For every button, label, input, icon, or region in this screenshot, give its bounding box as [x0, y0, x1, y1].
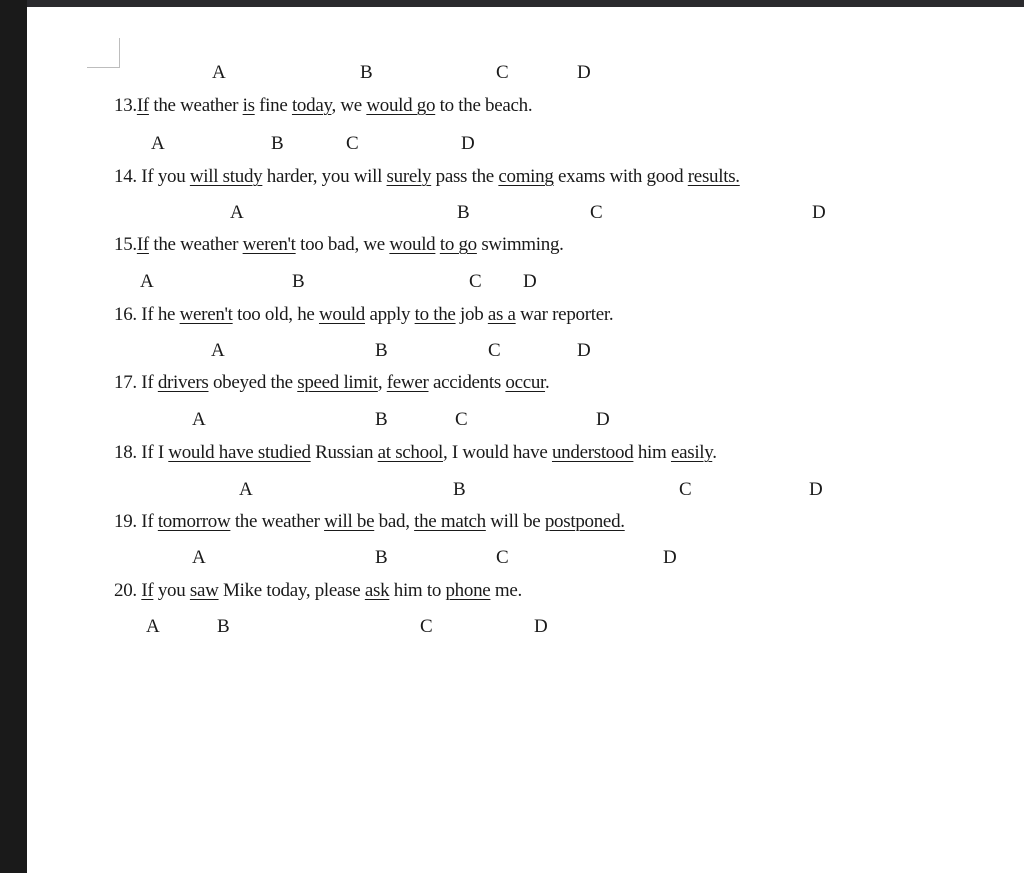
question-19-letter-a: A — [192, 547, 206, 568]
sentence-text: If — [136, 511, 158, 532]
sentence-text: the weather — [148, 234, 243, 255]
question-16-letter-b: B — [375, 340, 388, 361]
underlined-option: would have studied — [168, 442, 311, 463]
question-15-letter-c: C — [469, 271, 482, 292]
question-18-letter-b: B — [453, 479, 466, 500]
question-14-letter-b: B — [457, 202, 470, 223]
question-15-letter-a: A — [140, 271, 154, 292]
underlined-option: If — [136, 95, 149, 116]
question-14-letter-a: A — [230, 202, 244, 223]
sentence-text: exams with good — [553, 166, 688, 187]
question-14-letter-d: D — [812, 202, 826, 223]
top-letter-a: A — [212, 62, 226, 83]
sentence-text: war reporter. — [515, 304, 614, 325]
underlined-option: would — [318, 304, 365, 325]
underlined-option: will study — [189, 166, 263, 187]
underlined-option: speed limit — [297, 372, 378, 393]
sentence-text: swimming. — [476, 234, 564, 255]
sentence-text: fine — [254, 95, 292, 116]
question-number: 18. — [114, 442, 137, 463]
question-13-sentence — [114, 95, 532, 117]
question-13-letter-c: C — [346, 133, 359, 154]
top-letter-b: B — [360, 62, 373, 83]
underlined-option: the match — [414, 511, 486, 532]
sentence-text: too old, he — [232, 304, 319, 325]
question-18-letter-d: D — [809, 479, 823, 500]
sentence-text: to the beach. — [435, 95, 533, 116]
underlined-option: fewer — [386, 372, 429, 393]
question-19-letter-c: C — [496, 547, 509, 568]
underlined-option: If — [136, 234, 149, 255]
question-17-letter-a: A — [192, 409, 206, 430]
sentence-text: bad, — [374, 511, 415, 532]
sentence-text: If — [136, 372, 158, 393]
underlined-option: weren't — [179, 304, 233, 325]
question-number: 17. — [114, 372, 137, 393]
window-top-bar — [0, 0, 1024, 7]
sentence-text: him — [633, 442, 671, 463]
underlined-option: results. — [687, 166, 740, 187]
underlined-option: to the — [414, 304, 456, 325]
sentence-text: If I — [136, 442, 169, 463]
sentence-text: will be — [485, 511, 545, 532]
underlined-option: postponed. — [544, 511, 625, 532]
sentence-text: the weather — [230, 511, 325, 532]
sentence-text: obeyed the — [208, 372, 298, 393]
top-letter-c: C — [496, 62, 509, 83]
sentence-text: . — [545, 372, 550, 393]
question-number: 14. — [114, 166, 137, 187]
sentence-text: Mike today, please — [218, 580, 365, 601]
underlined-option: today — [291, 95, 332, 116]
underlined-option: easily — [670, 442, 713, 463]
sentence-text: apply — [365, 304, 415, 325]
underlined-option: will be — [324, 511, 375, 532]
underlined-option: at school — [377, 442, 444, 463]
underlined-option: understood — [551, 442, 634, 463]
question-number: 13. — [114, 95, 137, 116]
underlined-option: coming — [498, 166, 554, 187]
underlined-option: weren't — [242, 234, 296, 255]
question-13-letter-d: D — [461, 133, 475, 154]
sentence-text: too bad, we — [295, 234, 390, 255]
underlined-option: If — [141, 580, 154, 601]
question-19-sentence — [114, 511, 625, 533]
question-16-letter-d: D — [577, 340, 591, 361]
question-number: 15. — [114, 234, 137, 255]
question-15-letter-d: D — [523, 271, 537, 292]
question-14-sentence — [114, 166, 740, 188]
question-20-sentence — [114, 580, 522, 602]
sentence-text: him to — [389, 580, 446, 601]
underlined-option: saw — [189, 580, 219, 601]
question-20-letter-d: D — [534, 616, 548, 637]
question-15-letter-b: B — [292, 271, 305, 292]
question-14-letter-c: C — [590, 202, 603, 223]
underlined-option: surely — [386, 166, 432, 187]
question-19-letter-b: B — [375, 547, 388, 568]
question-number: 16. — [114, 304, 137, 325]
question-number: 19. — [114, 511, 137, 532]
page-corner-marker — [87, 38, 120, 68]
question-13-letter-b: B — [271, 133, 284, 154]
underlined-option: phone — [445, 580, 491, 601]
sentence-text: If you — [136, 166, 190, 187]
question-18-letter-a: A — [239, 479, 253, 500]
underlined-option: occur — [505, 372, 546, 393]
sentence-text: the weather — [148, 95, 243, 116]
question-20-letter-c: C — [420, 616, 433, 637]
sentence-text: . — [712, 442, 717, 463]
underlined-option: to go — [439, 234, 477, 255]
sentence-text: , I would have — [443, 442, 552, 463]
sentence-text: you — [153, 580, 190, 601]
sentence-text: , we — [331, 95, 367, 116]
sentence-text: harder, you will — [262, 166, 387, 187]
sentence-text: pass the — [431, 166, 499, 187]
question-15-sentence — [114, 234, 564, 256]
underlined-option: is — [242, 95, 255, 116]
sentence-text: me. — [490, 580, 522, 601]
question-16-sentence — [114, 304, 613, 326]
sentence-text: , — [377, 372, 387, 393]
question-13-letter-a: A — [151, 133, 165, 154]
top-letter-d: D — [577, 62, 591, 83]
underlined-option: tomorrow — [157, 511, 231, 532]
underlined-option: would — [389, 234, 436, 255]
question-16-letter-c: C — [488, 340, 501, 361]
sentence-text: accidents — [428, 372, 506, 393]
question-20-letter-a: A — [146, 616, 160, 637]
question-17-letter-c: C — [455, 409, 468, 430]
question-17-letter-b: B — [375, 409, 388, 430]
underlined-option: would go — [366, 95, 436, 116]
sentence-text: If he — [136, 304, 180, 325]
sentence-text: job — [455, 304, 488, 325]
question-17-sentence — [114, 372, 550, 394]
question-17-letter-d: D — [596, 409, 610, 430]
underlined-option: as a — [487, 304, 516, 325]
document-page — [27, 7, 1024, 873]
underlined-option: ask — [364, 580, 390, 601]
document-left-margin-bar — [0, 0, 27, 873]
question-number: 20. — [114, 580, 137, 601]
question-16-letter-a: A — [211, 340, 225, 361]
question-18-letter-c: C — [679, 479, 692, 500]
question-20-letter-b: B — [217, 616, 230, 637]
underlined-option: drivers — [157, 372, 209, 393]
question-18-sentence — [114, 442, 717, 464]
sentence-text: Russian — [310, 442, 378, 463]
question-19-letter-d: D — [663, 547, 677, 568]
